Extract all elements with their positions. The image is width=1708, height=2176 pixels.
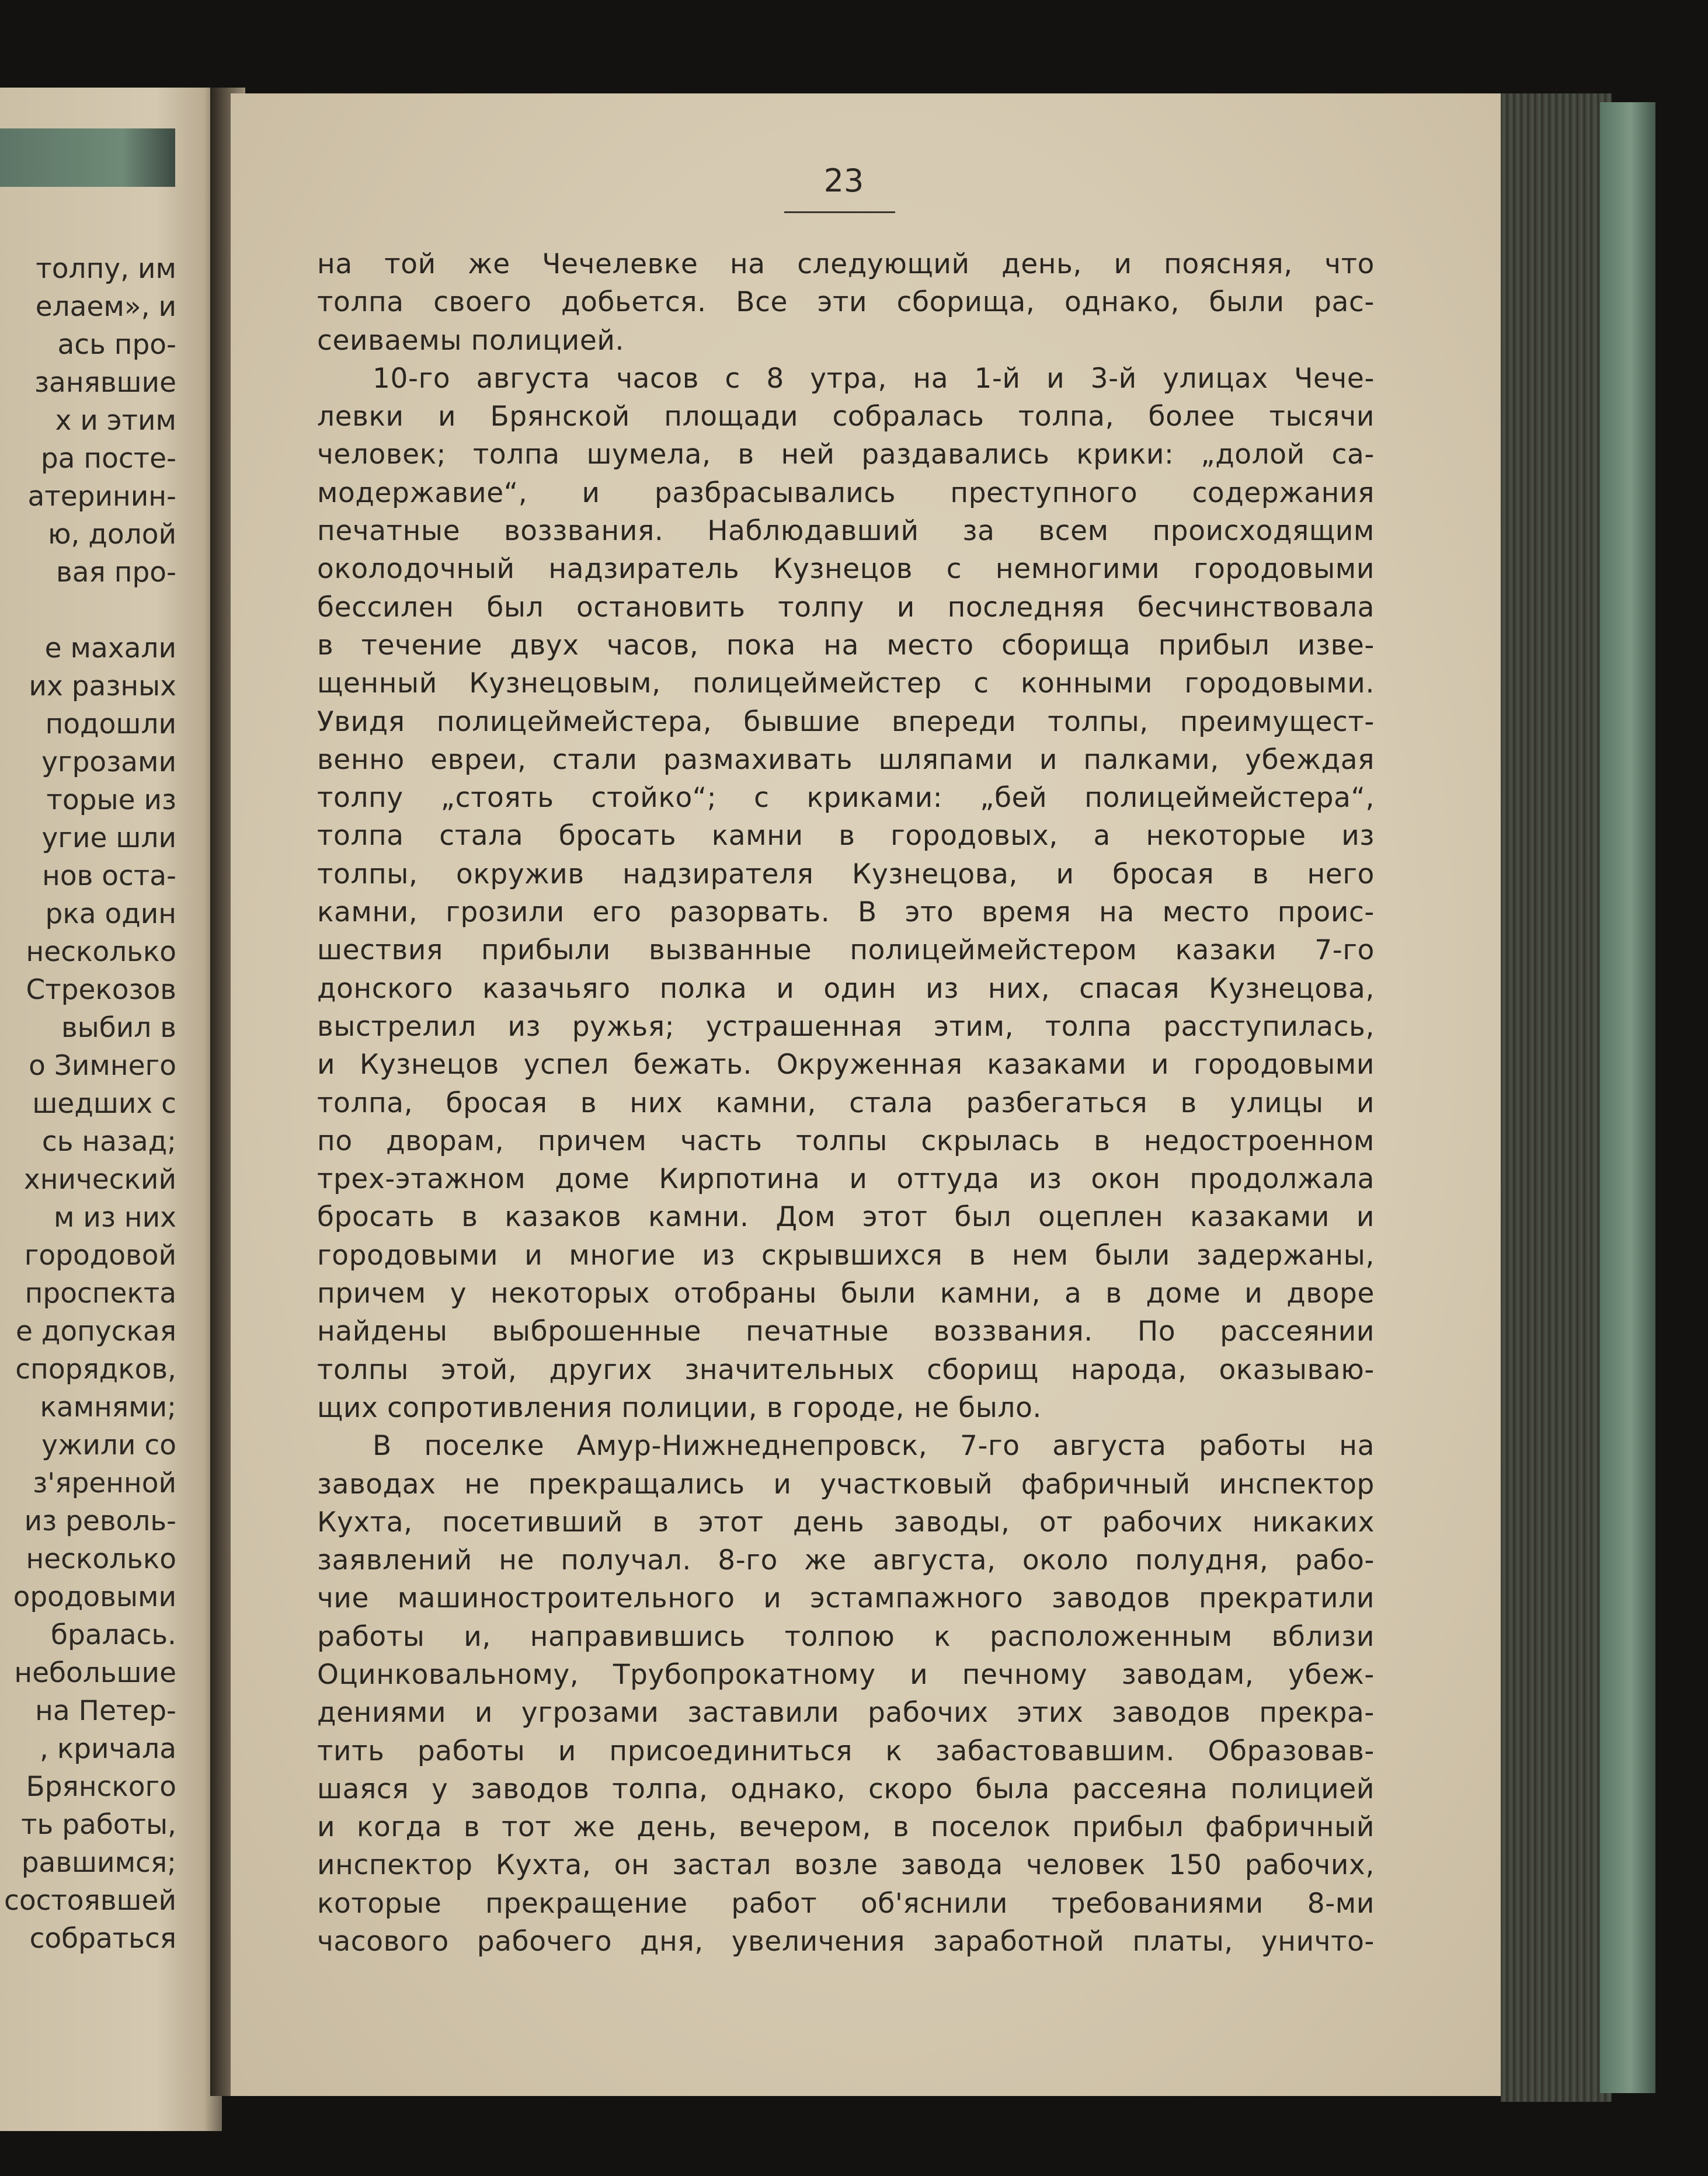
page-body-text (317, 245, 1375, 1961)
text-line: левки и Брянской площади собралась толпа, более тысячи (317, 401, 1375, 433)
text-line: щих сопротивления полиции, в городе, не было. (317, 1391, 1042, 1424)
left-text-fragment: угие шли (41, 822, 176, 854)
text-line: и когда в тот же день, вечером, в поселок прибыл фабричный (317, 1811, 1375, 1844)
text-line: по дворам, причем часть толпы скрылась в недостроенном (317, 1124, 1375, 1157)
text-line: В поселке Амур-Нижнеднепровск, 7-го августа работы на (373, 1430, 1375, 1463)
left-text-fragment: вая про- (56, 556, 176, 589)
left-text-fragment: сь назад; (41, 1126, 176, 1158)
text-line: сеиваемы полицией. (317, 324, 625, 357)
left-text-fragment: Брянского (26, 1771, 176, 1803)
left-text-fragment: е допуская (16, 1315, 176, 1348)
left-text-fragment: ть работы, (21, 1809, 176, 1841)
text-line: толпа, бросая в них камни, стала разбегаться в улицы и (317, 1087, 1375, 1119)
text-line: Кухта, посетивший в этот день заводы, от рабочих никаких (317, 1506, 1375, 1538)
text-line: толпу „стоять стойко“; с криками: „бей полицеймейстера“, (317, 782, 1375, 814)
text-line: толпы, окружив надзирателя Кузнецова, и бросая в него (317, 858, 1375, 890)
left-text-fragment: собраться (29, 1923, 176, 1955)
text-line: бессилен был остановить толпу и последняя бесчинствовала (317, 591, 1375, 624)
left-text-fragment: е махали (44, 632, 176, 664)
text-line: щенный Кузнецовым, полицеймейстер с конными городовыми. (317, 667, 1375, 700)
text-line: чие машиностроительного и эстампажного заводов прекратили (317, 1582, 1375, 1615)
page-edges (1501, 93, 1612, 2102)
left-text-fragment: подошли (45, 708, 176, 740)
left-text-fragment: равшимся; (21, 1847, 176, 1879)
left-text-fragment: проспекта (25, 1277, 176, 1310)
text-line: работы и, направившись толпою к расположенным вблизи (317, 1620, 1375, 1653)
text-line: 10-го августа часов с 8 утра, на 1-й и 3-й улицах Чече- (373, 362, 1375, 395)
left-text-fragment: занявшие (34, 367, 176, 399)
left-text-fragment: , кричала (39, 1733, 176, 1765)
left-text-fragment: их разных (29, 670, 176, 702)
text-line: тить работы и присоединиться к забастовавшим. Образовав- (317, 1735, 1375, 1767)
left-text-fragment: ородовыми (13, 1581, 176, 1613)
left-text-fragment: ра посте- (40, 443, 176, 475)
text-line: Увидя полицеймейстера, бывшие впереди толпы, преимущест- (317, 705, 1375, 738)
left-text-fragment: з'яренной (33, 1467, 176, 1499)
left-text-fragment: атеринин- (27, 481, 176, 513)
text-line: бросать в казаков камни. Дом этот был оцеплен казаками и (317, 1201, 1375, 1234)
left-text-fragment: ю, долой (47, 518, 176, 551)
left-text-fragment: нов оста- (42, 860, 176, 892)
text-line: в течение двух часов, пока на место сборища прибыл изве- (317, 629, 1375, 661)
left-text-fragment: небольшие (14, 1657, 176, 1689)
left-text-fragment: из револь- (24, 1505, 176, 1537)
page-number-rule (784, 211, 895, 213)
text-line: инспектор Кухта, он застал возле завода человек 150 рабочих, (317, 1849, 1375, 1882)
text-line: шествия прибыли вызванные полицеймейстером казаки 7-го (317, 934, 1375, 967)
left-text-fragment (4, 591, 176, 629)
left-text-fragment: торые из (46, 784, 176, 816)
left-text-fragment: угрозами (41, 746, 176, 778)
left-text-fragment: несколько (26, 936, 176, 968)
text-line: выстрелил из ружья; устрашенная этим, толпа расступилась, (317, 1010, 1375, 1043)
text-line: модержавие“, и разбрасывались преступного содержания (317, 476, 1375, 509)
text-line: толпа своего добьется. Все эти сборища, однако, были рас- (317, 286, 1375, 319)
left-text-fragment: ужили со (41, 1429, 176, 1461)
text-line: которые прекращение работ об'яснили требованиями 8-ми (317, 1887, 1375, 1920)
text-line: донского казачьяго полка и один из них, спасая Кузнецова, (317, 972, 1375, 1005)
left-text-fragment: спорядков, (15, 1353, 176, 1385)
left-text-fragment: выбил в (61, 1012, 176, 1044)
left-text-fragment: хнический (23, 1164, 176, 1196)
text-line: часового рабочего дня, увеличения заработной платы, уничто- (317, 1926, 1375, 1958)
left-text-fragment: толпу, им (36, 253, 176, 285)
text-line: и Кузнецов успел бежать. Окруженная казаками и городовыми (317, 1049, 1375, 1081)
left-text-fragment: рка один (45, 898, 176, 930)
page-number: 23 (823, 162, 864, 199)
text-line: печатные воззвания. Наблюдавший за всем происходящим (317, 515, 1375, 548)
left-text-fragment: Стрекозов (26, 974, 176, 1006)
left-text-fragment: елаем», и (35, 291, 176, 323)
left-text-fragment: бралась. (51, 1619, 176, 1651)
text-line: найдены выброшенные печатные воззвания. По рассеянии (317, 1315, 1375, 1348)
left-text-fragment: на Петер- (35, 1695, 176, 1727)
left-text-fragment: несколько (26, 1543, 176, 1575)
left-text-fragment: шедших с (32, 1088, 176, 1120)
text-line: городовыми и многие из скрывшихся в нем были задержаны, (317, 1239, 1375, 1272)
text-line: дениями и угрозами заставили рабочих этих заводов прекра- (317, 1697, 1375, 1729)
left-page (0, 88, 222, 2131)
text-line: шаяся у заводов толпа, однако, скоро была рассеяна полицией (317, 1773, 1375, 1805)
text-line: венно евреи, стали размахивать шляпами и палками, убеждая (317, 743, 1375, 776)
text-line: заводах не прекращались и участковый фабричный инспектор (317, 1468, 1375, 1500)
text-line: Оцинковальному, Трубопрокатному и печному заводам, убеж- (317, 1658, 1375, 1691)
text-line: трех-этажном доме Кирпотина и оттуда из окон продолжала (317, 1163, 1375, 1196)
left-text-fragment: м из них (54, 1202, 176, 1234)
left-text-fragment: городовой (24, 1240, 176, 1272)
text-line: толпы этой, других значительных сборищ народа, оказываю- (317, 1353, 1375, 1386)
text-line: на той же Чечелевке на следующий день, и поясняя, что (317, 248, 1375, 280)
left-text-fragment: состоявшей (4, 1885, 176, 1917)
text-line: околодочный надзиратель Кузнецов с немногими городовыми (317, 553, 1375, 586)
text-line: заявлений не получал. 8-го же августа, около полудня, рабо- (317, 1544, 1375, 1577)
text-line: человек; толпа шумела, в ней раздавались крики: „долой са- (317, 438, 1375, 471)
left-text-fragment: ась про- (57, 329, 176, 361)
left-page-text (4, 250, 176, 1958)
left-text-fragment: х и этим (55, 405, 176, 437)
left-text-fragment: о Зимнего (29, 1050, 176, 1082)
text-line: причем у некоторых отобраны были камни, а в доме и дворе (317, 1277, 1375, 1310)
text-line: толпа стала бросать камни в городовых, а некоторые из (317, 820, 1375, 852)
book-cover-edge (1600, 102, 1655, 2093)
left-cover-strip (0, 128, 175, 187)
text-line: камни, грозили его разорвать. В это время на место проис- (317, 896, 1375, 929)
left-text-fragment: камнями; (40, 1391, 176, 1423)
